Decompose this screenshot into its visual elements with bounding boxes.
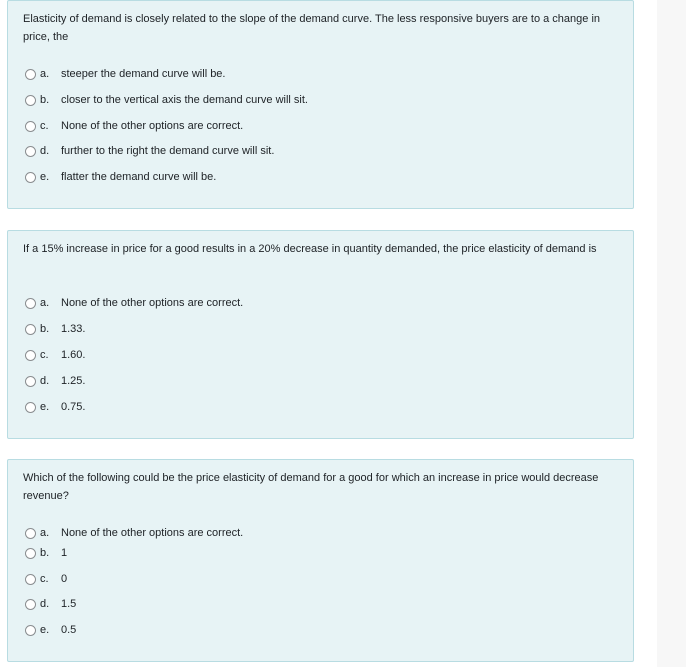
question-text: If a 15% increase in price for a good results in a 20% decrease in quantity demanded, the price elasticity of demand is	[23, 243, 597, 255]
answer-option-b[interactable]	[25, 321, 85, 337]
radio-button[interactable]	[25, 95, 36, 106]
option-letter: b.	[40, 323, 50, 335]
radio-button[interactable]	[25, 548, 36, 559]
option-text: 1	[61, 547, 68, 559]
radio-button[interactable]	[25, 574, 36, 585]
answer-option-d[interactable]	[25, 143, 274, 159]
option-letter: b.	[40, 94, 50, 106]
radio-button[interactable]	[25, 172, 36, 183]
option-letter: e.	[40, 624, 50, 636]
answer-option-a[interactable]	[25, 66, 225, 82]
option-text: 1.33.	[61, 323, 86, 335]
answer-option-b[interactable]	[25, 92, 308, 108]
answer-option-e[interactable]	[25, 169, 216, 185]
option-letter: c.	[40, 349, 49, 361]
option-text: 0.5	[61, 624, 77, 636]
question-text: Elasticity of demand is closely related to the slope of the demand curve. The less responsive buyers are to a change in price, the	[23, 13, 601, 43]
option-text: flatter the demand curve will be.	[61, 171, 217, 183]
radio-button[interactable]	[25, 146, 36, 157]
answer-option-e[interactable]	[25, 622, 76, 638]
option-letter: b.	[40, 547, 50, 559]
option-text: 0.75.	[61, 401, 86, 413]
option-text: 1.5	[61, 598, 77, 610]
radio-button[interactable]	[25, 528, 36, 539]
option-letter: e.	[40, 401, 50, 413]
option-text: None of the other options are correct.	[61, 527, 244, 539]
option-letter: d.	[40, 598, 50, 610]
answer-option-e[interactable]	[25, 399, 85, 415]
option-text: steeper the demand curve will be.	[61, 68, 226, 80]
radio-button[interactable]	[25, 625, 36, 636]
radio-button[interactable]	[25, 402, 36, 413]
radio-button[interactable]	[25, 298, 36, 309]
option-letter: a.	[40, 297, 50, 309]
option-text: 0	[61, 573, 68, 585]
answer-option-d[interactable]	[25, 596, 76, 612]
radio-button[interactable]	[25, 350, 36, 361]
option-letter: a.	[40, 68, 50, 80]
option-text: 1.60.	[61, 349, 86, 361]
radio-button[interactable]	[25, 376, 36, 387]
option-letter: d.	[40, 145, 50, 157]
page-side-strip	[657, 0, 686, 667]
option-letter: c.	[40, 120, 49, 132]
option-text: None of the other options are correct.	[61, 120, 244, 132]
option-text: 1.25.	[61, 375, 86, 387]
question-card-2	[7, 230, 634, 439]
option-letter: e.	[40, 171, 50, 183]
option-text: further to the right the demand curve will sit.	[61, 145, 275, 157]
radio-button[interactable]	[25, 599, 36, 610]
answer-option-c[interactable]	[25, 118, 243, 134]
option-letter: a.	[40, 527, 50, 539]
option-text: closer to the vertical axis the demand curve will sit.	[61, 94, 308, 106]
radio-button[interactable]	[25, 121, 36, 132]
answer-option-c[interactable]	[25, 347, 85, 363]
answer-option-d[interactable]	[25, 373, 85, 389]
answer-option-a[interactable]	[25, 525, 243, 541]
option-letter: c.	[40, 573, 49, 585]
option-text: None of the other options are correct.	[61, 297, 244, 309]
answer-option-c[interactable]	[25, 571, 67, 587]
option-letter: d.	[40, 375, 50, 387]
answer-option-a[interactable]	[25, 295, 243, 311]
question-text: Which of the following could be the price elasticity of demand for a good for which an increase in price would decrease revenue?	[23, 472, 599, 502]
answer-option-b[interactable]	[25, 545, 67, 561]
question-card-1	[7, 0, 634, 209]
question-card-3	[7, 459, 634, 662]
radio-button[interactable]	[25, 69, 36, 80]
radio-button[interactable]	[25, 324, 36, 335]
